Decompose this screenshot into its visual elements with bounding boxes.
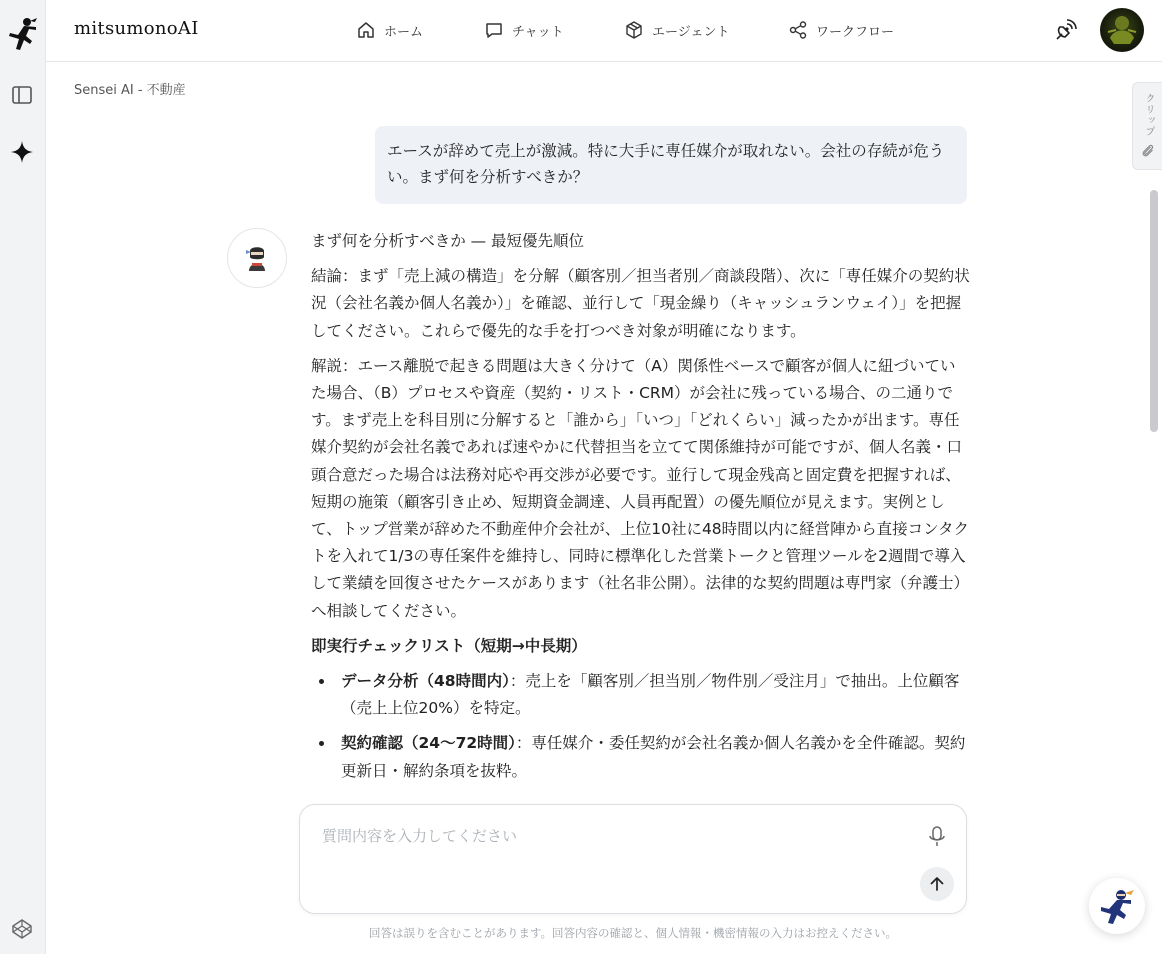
app-logo[interactable] [6, 16, 38, 52]
broadcast-button[interactable] [1052, 18, 1078, 44]
share-nodes-icon [788, 20, 808, 40]
microphone-icon [926, 825, 948, 849]
list-item-text: ：専任媒介・委任契約が会社名義か個人名義かを全件確認。契約更新日・解約条項を抜粋。 [341, 734, 966, 780]
nav-workflow[interactable] [788, 18, 918, 42]
nav-home-label: ホーム [384, 24, 424, 40]
list-item [311, 730, 971, 784]
checklist-heading: 即実行チェックリスト（短期→中長期） [311, 636, 587, 655]
sparkle-button[interactable] [9, 139, 35, 165]
nav-chat[interactable] [484, 18, 624, 42]
cube-icon [624, 20, 644, 40]
user-avatar[interactable] [1100, 8, 1144, 52]
ninja-avatar-icon [240, 241, 274, 275]
nav-agent-label: エージェント [652, 24, 730, 40]
toggle-sidebar-button[interactable] [9, 82, 35, 108]
satellite-icon [1052, 18, 1078, 44]
disclaimer: 回答は誤りを含むことがあります。回答内容の確認と、個人情報・機密情報の入力はお控えください。 [368, 926, 898, 940]
message-input[interactable] [322, 825, 912, 865]
left-rail [0, 0, 46, 954]
answer-conclusion: 結論：まず「売上減の構造」を分解（顧客別／担当者別／商談段階）、次に「専任媒介の契約状況（会社名義か個人名義か）」を確認、並行して「現金繰り（キャッシュランウェイ）」を把握してください。これらで優先的な手を打つべき対象が明確になります。 [311, 267, 970, 340]
main-nav [356, 18, 918, 42]
nav-chat-label: チャット [512, 24, 564, 40]
nav-home[interactable] [356, 18, 484, 42]
paperclip-icon [1140, 143, 1156, 159]
send-button[interactable] [920, 867, 954, 901]
sparkle-icon [10, 140, 34, 164]
nav-agent[interactable] [624, 18, 788, 42]
answer-explanation: 解説：エース離脱で起きる問題は大きく分けて（A）関係性ベースで顧客が個人に紐づいていた場合、（B）プロセスや資産（契約・リスト・CRM）が会社に残っている場合、の二通りです。まず売上を科目別に分解すると「誰から」「いつ」「どれくらい」減ったかが出ます。専任媒介契約が会社名義であれば速やかに代替担当を立てて関係維持が可能ですが、個人名義・口頭合意だった場合は法務対応や再交渉が必要です。並行して現金残高と固定費を把握すれば、短期の施策（顧客引き止め、短期資金調達、人員再配置）の優先順位が見えます。実例として、トップ営業が辞めた不動産仲介会社が、上位10社に48時間以内に経営陣から直接コンタクトを入れて1/3の専任案件を維持し、同時に標準化した営業トークと管理ツールを2週間で導入して業績を回復させたケースがあります（社名非公開）。法律的な契約問題は専門家（弁護士）へ相談してください。 [311, 356, 970, 620]
breadcrumb[interactable]: Sensei AI - 不動産 [74, 83, 186, 98]
codepen-button[interactable] [9, 916, 35, 942]
voice-input-button[interactable] [926, 825, 948, 849]
list-item-bold: データ分析（48時間内） [341, 672, 510, 691]
clip-tab-label: クリップ [1143, 93, 1154, 137]
hexagon-cube-icon [11, 918, 33, 940]
arrow-up-icon [928, 875, 946, 893]
sidebar-panel-icon [11, 84, 33, 106]
assistant-answer [311, 228, 971, 794]
brand-name[interactable]: mitsumonoAI [74, 18, 199, 39]
home-icon [356, 20, 376, 40]
top-header [46, 0, 1162, 62]
chat-icon [484, 20, 504, 40]
list-item-bold: 契約確認（24〜72時間） [341, 734, 516, 753]
answer-title: まず何を分析すべきか — 最短優先順位 [311, 232, 585, 250]
avatar-image [1100, 8, 1144, 52]
ninja-logo-icon [6, 16, 38, 52]
checklist [311, 668, 971, 785]
assistant-fab[interactable] [1089, 878, 1145, 934]
clip-tab[interactable] [1132, 82, 1162, 170]
ninja-mascot-icon [1097, 886, 1137, 926]
nav-workflow-label: ワークフロー [816, 24, 895, 40]
user-message-bubble: エースが辞めて売上が激減。特に大手に専任媒介が取れない。会社の存続が危うい。まず何を分析すべきか？ [375, 126, 967, 204]
list-item-text: ：売上を「顧客別／担当別／物件別／受注月」で抽出。上位顧客（売上上位20%）を特定。 [341, 672, 960, 718]
list-item [311, 668, 971, 722]
assistant-avatar [227, 228, 287, 288]
message-composer [299, 804, 967, 914]
content-scrollbar[interactable] [1150, 190, 1158, 432]
